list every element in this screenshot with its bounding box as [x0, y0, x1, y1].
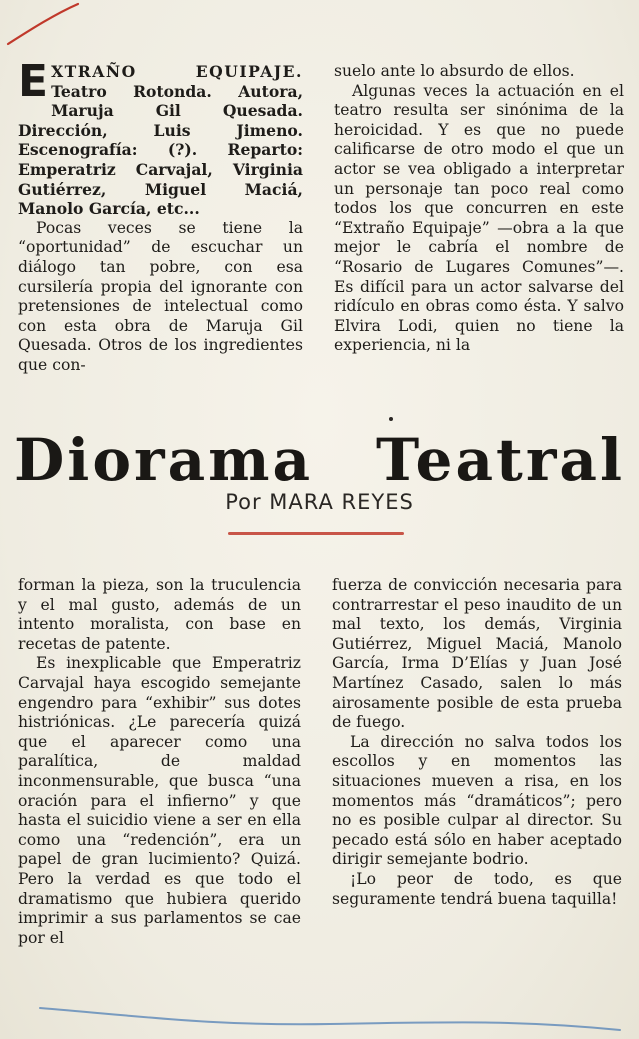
- paragraph-3: forman la pieza, son la truculencia y el mal gusto, además de un intento moralista, con base en recetas de patente.: [18, 576, 301, 653]
- print-speck: [389, 417, 393, 421]
- byline: Por MARA REYES: [225, 490, 414, 514]
- red-pen-mark: [0, 0, 90, 50]
- article-column-top-right: [334, 62, 624, 356]
- dropcap: E: [18, 56, 49, 107]
- paragraph-1-continued: suelo ante lo absurdo de ellos.: [334, 62, 575, 80]
- paragraph-1: Pocas veces se tiene la “oportunidad” de escuchar un diálogo tan pobre, con esa cursilería propia del ignorante con pretensiones de intelectual como con esta obra de Maruja Gil Quesada. Otros de los ingredientes que con-: [18, 218, 303, 374]
- red-underline-mark: [228, 532, 404, 535]
- blue-pen-mark: [0, 990, 639, 1039]
- review-heading: [18, 56, 303, 219]
- article-column-bottom-right: [332, 576, 622, 909]
- article-column-top-left: [18, 56, 303, 376]
- section-masthead: [14, 428, 625, 492]
- play-title: XTRAÑO EQUIPAJE.: [51, 62, 303, 81]
- article-column-bottom-left: [18, 576, 301, 948]
- masthead-word-teatral: Teatral: [376, 426, 625, 494]
- paragraph-6: La dirección no salva todos los escollos y en momentos las situaciones mueven a risa, en los momentos más “dramáticos”; pero no es posible culpar al director. Su pecado está sólo en haber aceptado dirigir semejante bodrio.: [332, 732, 622, 869]
- paragraph-7: ¡Lo peor de todo, es que seguramente tendrá buena taquilla!: [332, 869, 622, 908]
- play-credits: Teatro Rotonda. Autora, Maruja Gil Quesada. Dirección, Luis Jimeno. Escenografía: (?). Reparto: Emperatriz Carvajal, Virginia Gutiérrez, Miguel Maciá, Manolo García, etc...: [18, 81, 303, 219]
- paragraph-5: fuerza de convicción necesaria para contrarrestar el peso inaudito de un mal texto, los demás, Virginia Gutiérrez, Miguel Maciá, Manolo García, Irma D’Elías y Juan José Martínez Casado, salen lo más airosamente posible de esta prueba de fuego.: [332, 576, 622, 732]
- paragraph-2: Algunas veces la actuación en el teatro resulta ser sinónima de la heroicidad. Y es que no puede calificarse de otro modo el que un actor se vea obligado a interpretar un personaje tan poco real como todos los que concurren en este “Extraño Equipaje” —obra a la que mejor le cabría el nombre de “Rosario de Lugares Comunes”—. Es difícil para un actor salvarse del ridículo en obras como ésta. Y salvo Elvira Lodi, quien no tiene la experiencia, ni la: [334, 81, 624, 355]
- masthead-word-diorama: Diorama: [14, 426, 314, 494]
- paragraph-4: Es inexplicable que Emperatriz Carvajal haya escogido semejante engendro para “exhibir” sus dotes histriónicas. ¿Le parecería quizá que el aparecer como una paralítica, de maldad inconmensurable, que busca “una oración para el infierno” y que hasta el suicidio viene a ser en ella como una “redención”, era un papel de gran lucimiento? Quizá. Pero la verdad es que todo el dramatismo que hubiera querido imprimir a sus parlamentos se cae por el: [18, 654, 301, 947]
